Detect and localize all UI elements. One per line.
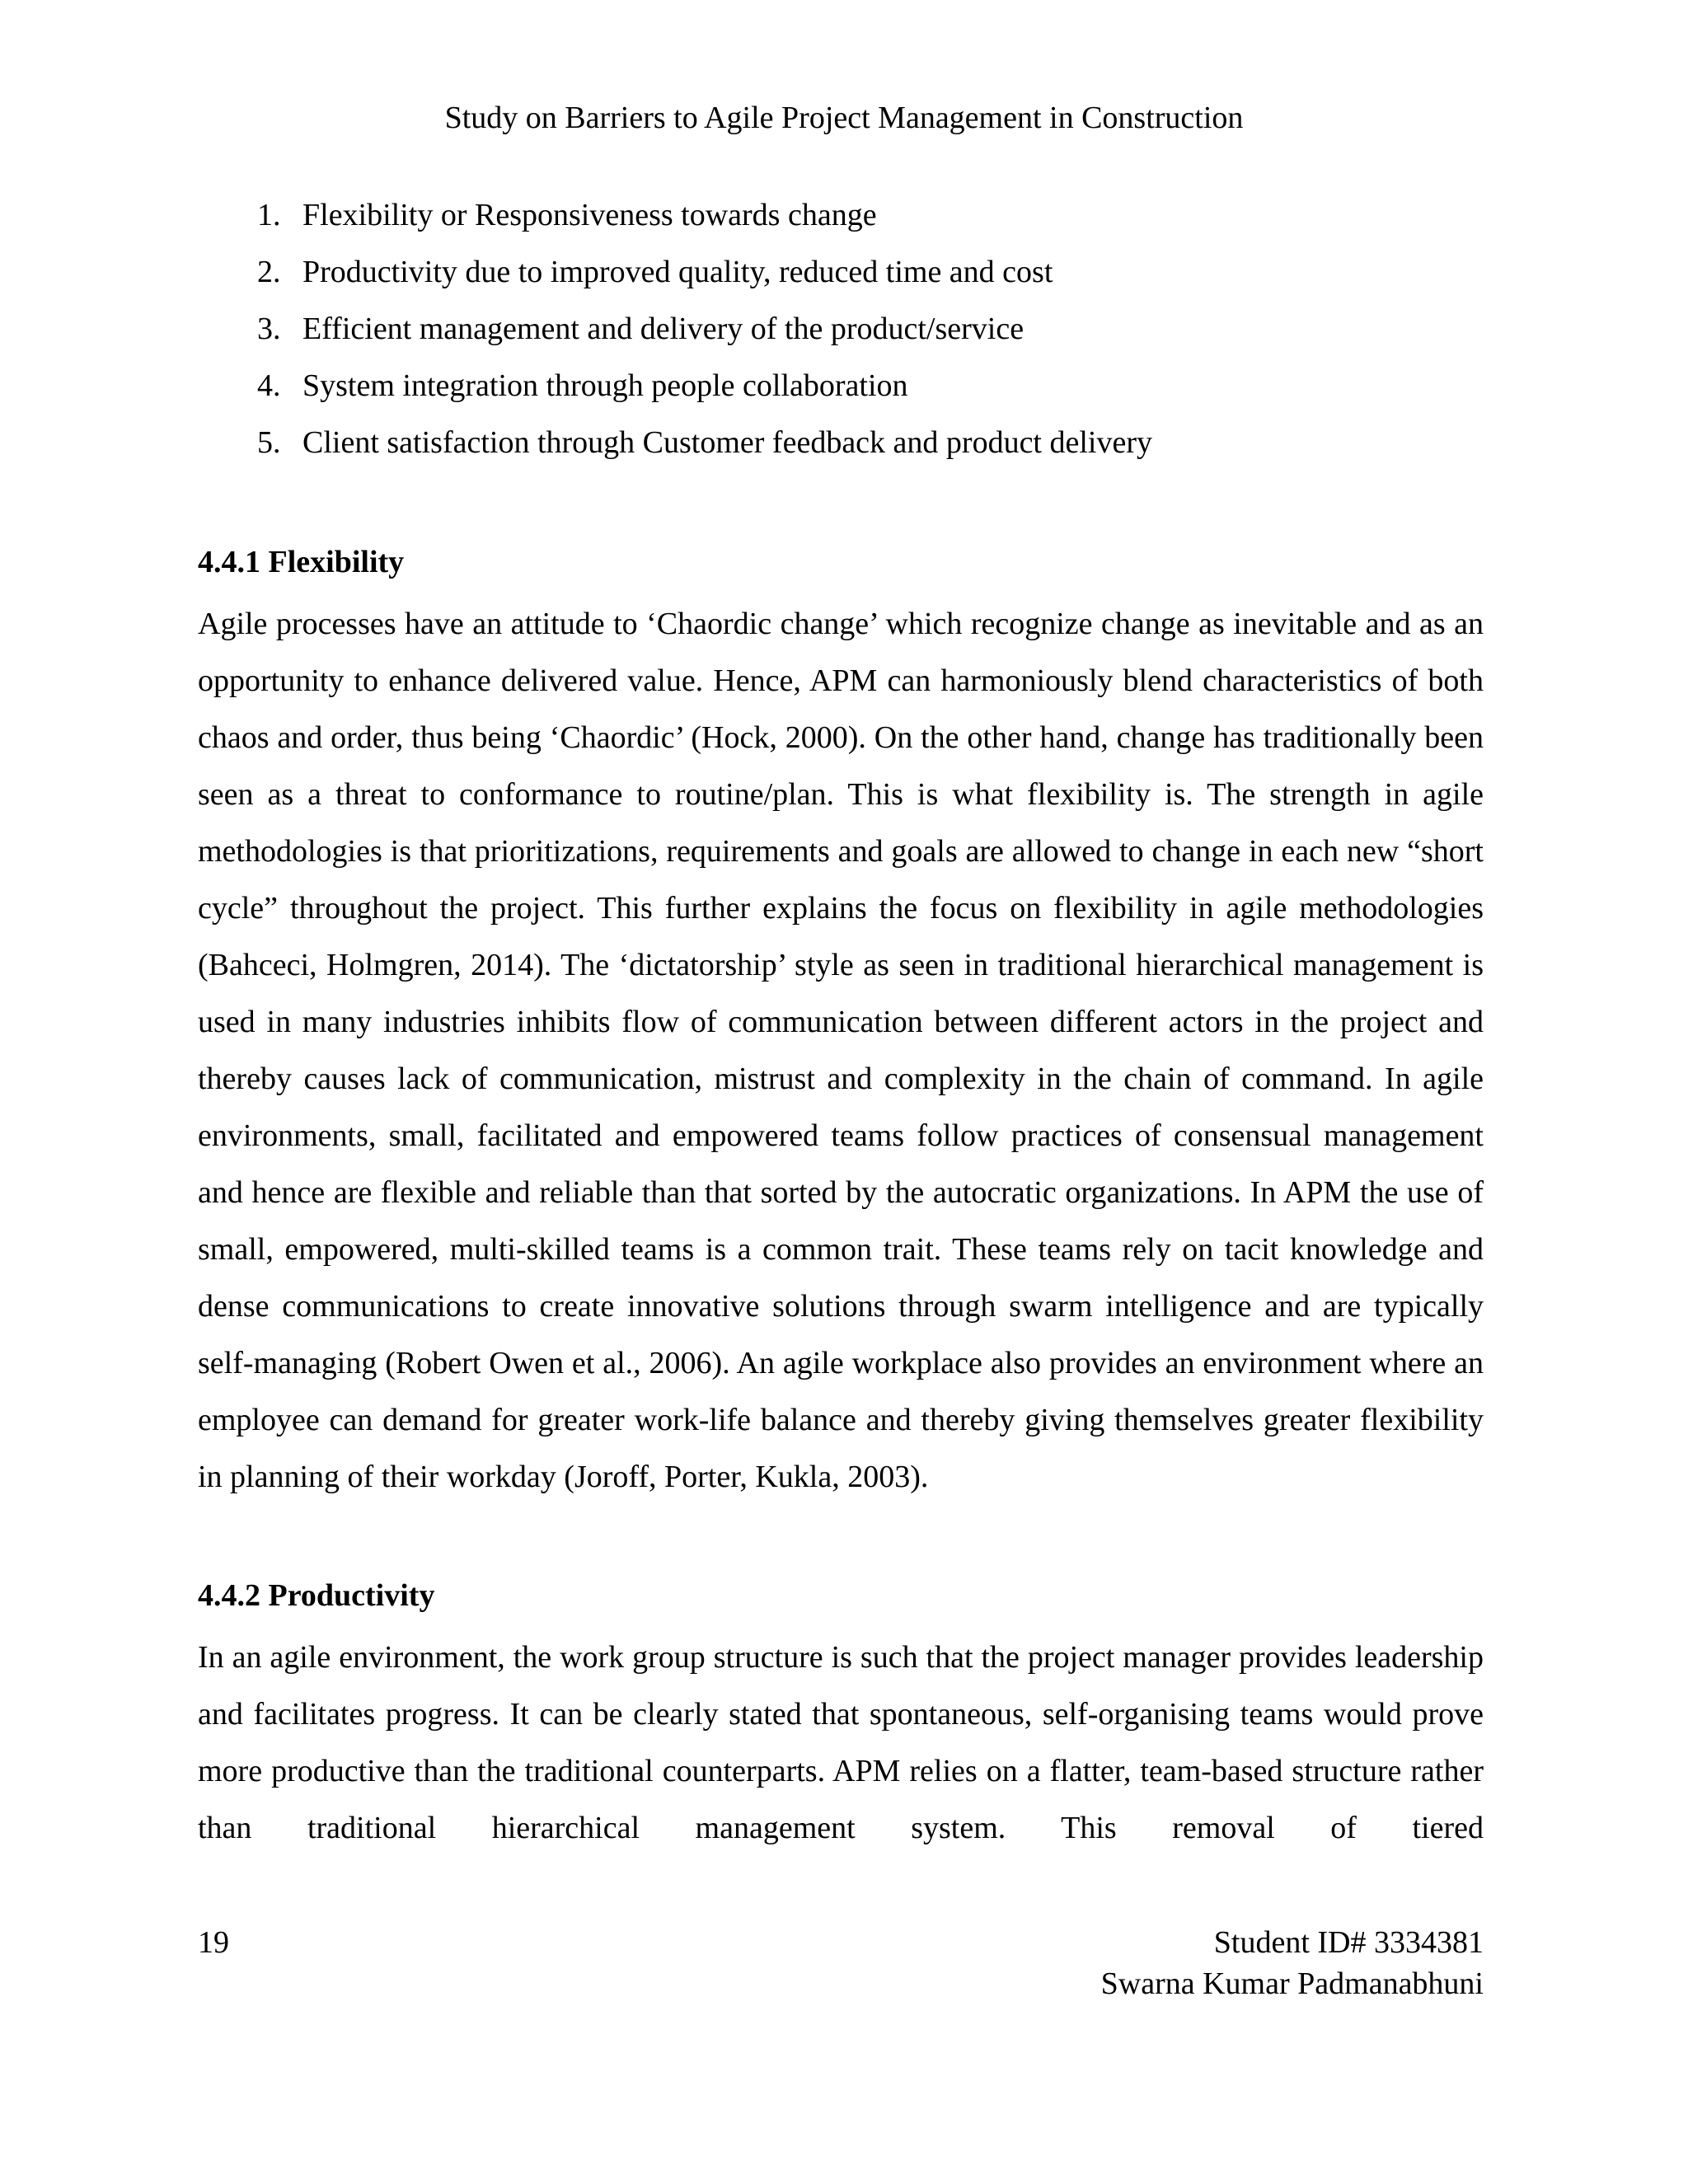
list-item-text: Client satisfaction through Customer feedback and product delivery — [302, 425, 1152, 460]
paragraph-productivity: In an agile environment, the work group structure is such that the project manager provides leadership and facilitates progress. It can be clearly stated that spontaneous, self-organising teams would prove more productive than the traditional counterparts. APM relies on a flatter, team-based structure rather than traditional hierarchical management system. This removal of tiered — [198, 1640, 1484, 1845]
footer-author-block — [1101, 1922, 1484, 2004]
list-item — [257, 365, 1484, 422]
paragraph-flexibility: Agile processes have an attitude to ‘Chaordic change’ which recognize change as inevitable and as an opportunity to enhance delivered value. Hence, APM can harmoniously blend characteristics of both chaos and order, thus being ‘Chaordic’ (Hock, 2000). On the other hand, change has traditionally been seen as a threat to conformance to routine/plan. This is what flexibility is. The strength in agile methodologies is that prioritizations, requirements and goals are allowed to change in each new “short cycle” throughout the project. This further explains the focus on flexibility in agile methodologies (Bahceci, Holmgren, 2014). The ‘dictatorship’ style as seen in traditional hierarchical management is used in many industries inhibits flow of communication between different actors in the project and thereby causes lack of communication, mistrust and complexity in the chain of command. In agile environments, small, facilitated and empowered teams follow practices of consensual management and hence are flexible and reliable than that sorted by the autocratic organizations. In APM the use of small, empowered, multi-skilled teams is a common trait. These teams rely on tacit knowledge and dense communications to create innovative solutions through swarm intelligence and are typically self-managing (Robert Owen et al., 2006). An agile workplace also provides an environment where an employee can demand for greater work-life balance and thereby giving themselves greater flexibility in planning of their workday (Joroff, Porter, Kukla, 2003). — [198, 607, 1484, 1494]
list-item-number: 1. — [257, 198, 281, 232]
list-item-number: 3. — [257, 312, 281, 346]
list-item-text: System integration through people collaboration — [302, 368, 908, 403]
objectives-list — [198, 194, 1484, 479]
page-number: 19 — [198, 1925, 229, 1960]
list-item — [257, 308, 1484, 365]
student-id: Student ID# 3334381 — [1213, 1925, 1484, 1960]
list-item-number: 2. — [257, 255, 281, 289]
list-item-text: Flexibility or Responsiveness towards change — [302, 198, 877, 232]
running-header: Study on Barriers to Agile Project Management in Construction — [444, 101, 1244, 135]
list-item-number: 4. — [257, 368, 281, 403]
list-item — [257, 422, 1484, 479]
list-item-text: Efficient management and delivery of the product/service — [302, 312, 1025, 346]
list-item-number: 5. — [257, 425, 281, 460]
section-heading-flexibility: 4.4.1 Flexibility — [198, 545, 405, 579]
page-content — [198, 194, 1484, 1857]
list-item — [257, 194, 1484, 251]
list-item — [257, 251, 1484, 308]
list-item-text: Productivity due to improved quality, reduced time and cost — [302, 255, 1053, 289]
author-name: Swarna Kumar Padmanabhuni — [1100, 1966, 1484, 2001]
section-heading-productivity: 4.4.2 Productivity — [198, 1578, 435, 1613]
